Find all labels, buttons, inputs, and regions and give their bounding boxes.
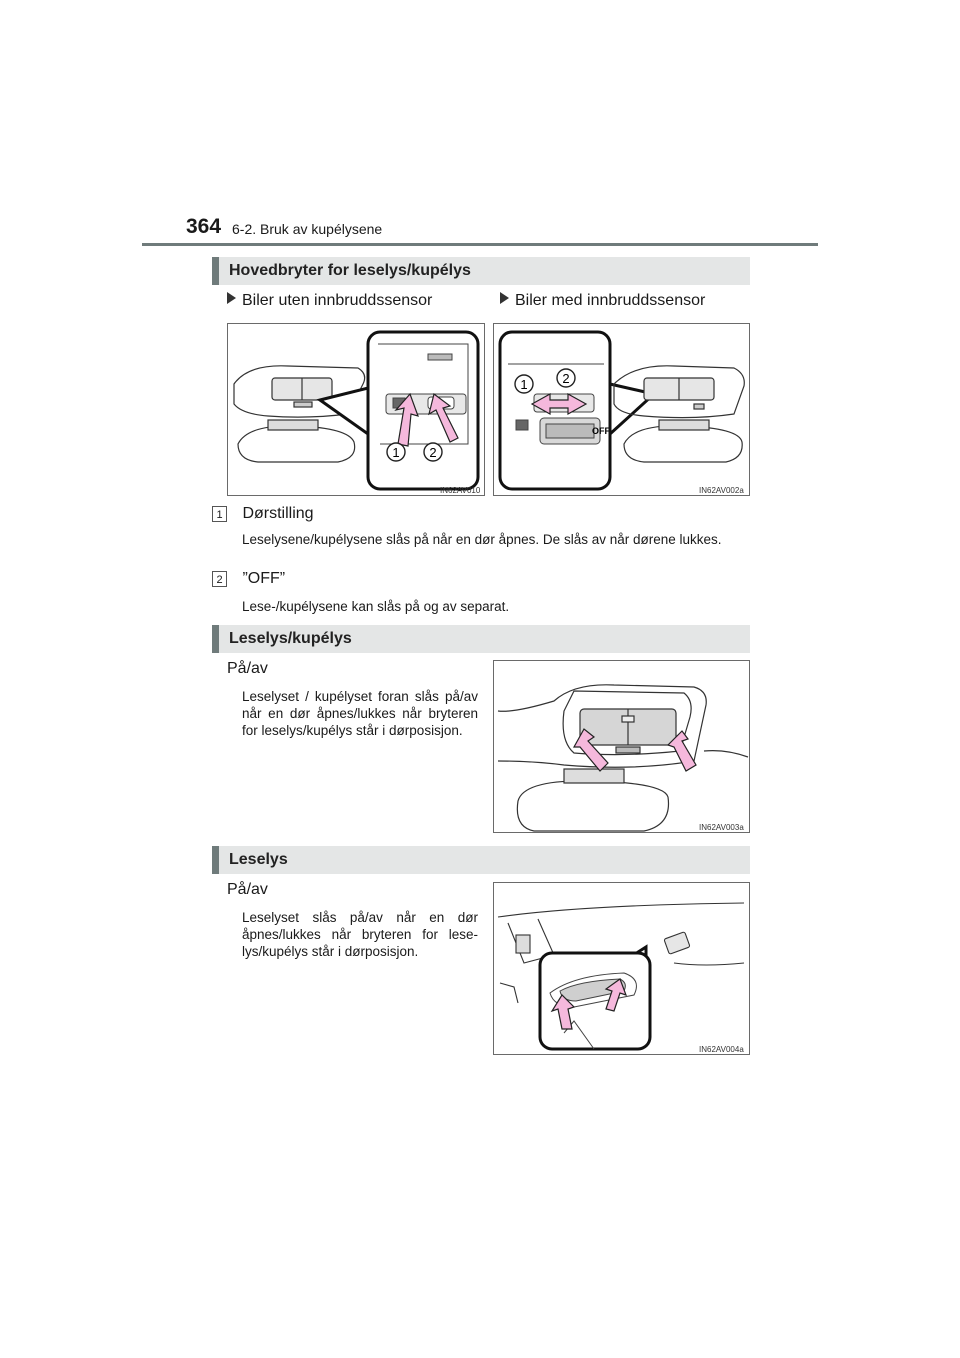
callout-2: 2 (429, 445, 437, 460)
chapter-title: 6-2. Bruk av kupélysene (232, 221, 383, 237)
figure-code: IN62AV010 (440, 486, 481, 495)
figure-switch-without-sensor (227, 323, 485, 496)
item-label: Dørstilling (242, 505, 314, 522)
item-description: Lese-/kupélysene kan slås på og av separat. (242, 599, 510, 614)
figure-rear-light (493, 882, 750, 1055)
section-header-reading (212, 846, 750, 874)
item-description: Leselysene/kupélysene slås på når en dør åpnes. De slås av når dørene lukkes. (242, 532, 722, 547)
section-header-main-switch (212, 257, 750, 285)
variant-with-sensor: Biler med innbruddssensor (500, 292, 705, 310)
figure-code: IN62AV002a (699, 486, 744, 495)
console-illustration (494, 324, 749, 495)
section-title: Hovedbryter for leselys/kupélys (229, 262, 471, 279)
section-description: Leselyset / kupélyset foran slås på/av når en dør åpnes/lukkes når bryteren for leselys/kupélys står i dørposisjon. (242, 689, 478, 738)
triangle-bullet-icon (227, 292, 236, 304)
off-label: OFF (592, 426, 610, 436)
figure-front-light (493, 660, 750, 833)
section-title: Leselys/kupélys (229, 630, 352, 647)
callout-1: 1 (520, 377, 528, 392)
rear-light-illustration (494, 883, 749, 1054)
item-label: ”OFF” (242, 570, 286, 587)
item-off (212, 570, 285, 588)
item-number: 2 (212, 571, 227, 587)
item-door-position (212, 505, 314, 523)
page-number: 364 (186, 215, 222, 238)
section-description: Leselyset slås på/av når en dør åpnes/lukkes når bryteren for lese-lys/kupélys står i dørposisjon. (242, 910, 478, 959)
console-illustration (228, 324, 484, 495)
on-off-label: På/av (227, 881, 268, 898)
on-off-label: På/av (227, 660, 268, 677)
triangle-bullet-icon (500, 292, 509, 304)
header-rule (142, 243, 818, 246)
front-light-illustration (494, 661, 749, 832)
callout-2: 2 (562, 371, 570, 386)
figure-code: IN62AV004a (699, 1045, 744, 1054)
section-title: Leselys (229, 851, 288, 868)
item-number: 1 (212, 506, 227, 522)
variant-without-sensor: Biler uten innbruddssensor (227, 292, 432, 310)
figure-switch-with-sensor (493, 323, 750, 496)
figure-code: IN62AV003a (699, 823, 744, 832)
section-header-reading-interior (212, 625, 750, 653)
callout-1: 1 (392, 445, 400, 460)
